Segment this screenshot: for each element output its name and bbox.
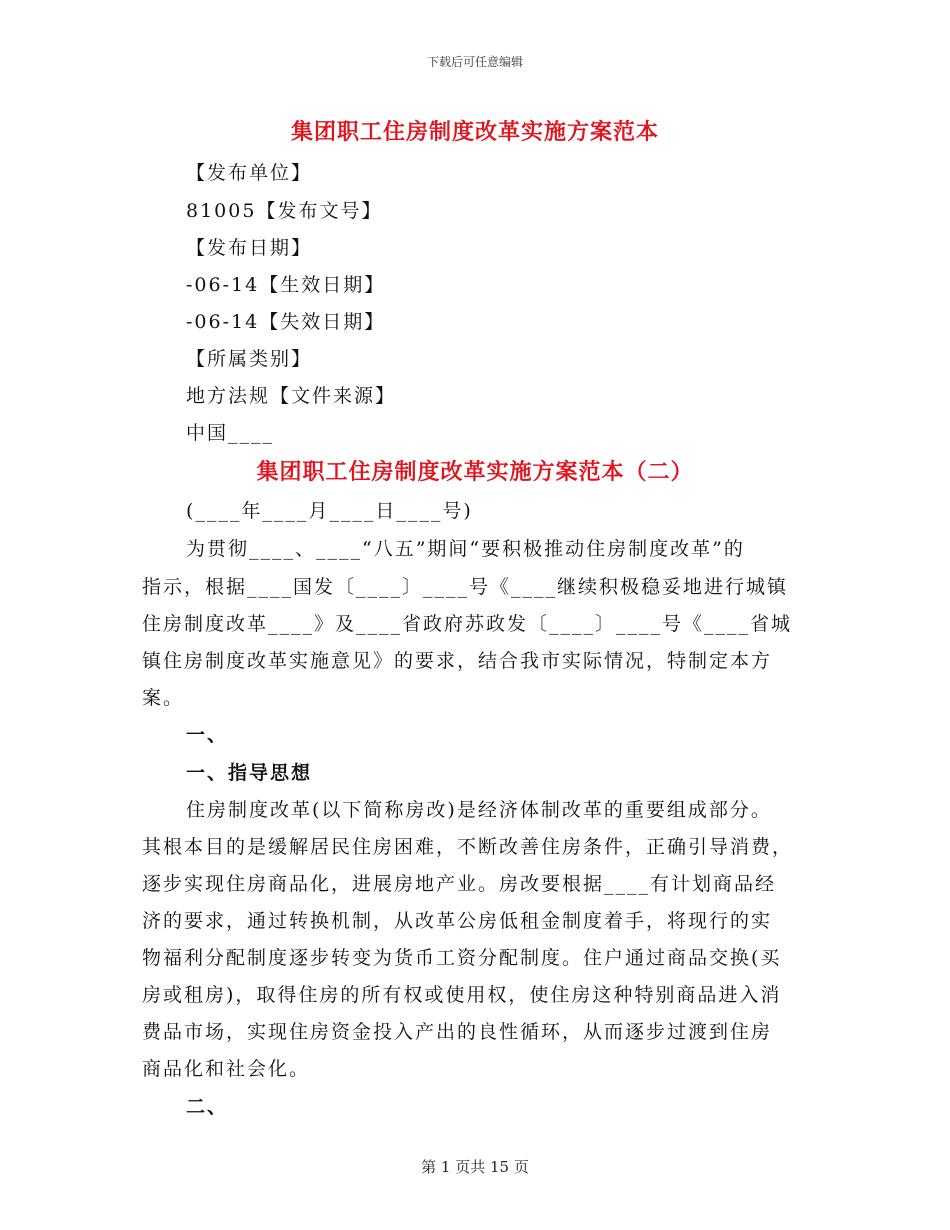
meta-source: 地方法规【文件来源】 [186, 385, 397, 407]
para1-line: 为贯彻____、____“八五”期间“要积极推动住房制度改革”的 [186, 538, 745, 560]
heading-guiding-ideology: 一、指导思想 [186, 762, 313, 784]
para2-line: 商品化和社会化。 [142, 1058, 311, 1080]
para1-line: 住房制度改革____》及____省政府苏政发〔____〕____号《____省城 [142, 613, 793, 635]
section-title: 集团职工住房制度改革实施方案范本（二） [256, 459, 694, 485]
section-number-two: 二、 [186, 1096, 229, 1118]
para1-line: 指示，根据____国发〔____〕____号《____继续积极稳妥地进行城镇 [142, 576, 789, 598]
meta-country: 中国____ [186, 422, 275, 444]
meta-expiry-date: -06-14【失效日期】 [186, 311, 386, 333]
page-footer: 第 1 页共 15 页 [421, 1158, 529, 1176]
meta-issuer: 【发布单位】 [186, 162, 313, 184]
meta-category: 【所属类别】 [186, 348, 313, 370]
section-number-one: 一、 [186, 724, 229, 746]
para2-line: 物福利分配制度逐步转变为货币工资分配制度。住户通过商品交换(买 [142, 947, 782, 969]
document-title: 集团职工住房制度改革实施方案范本 [290, 119, 659, 145]
download-note: 下载后可任意编辑 [426, 55, 523, 69]
meta-effective-date: -06-14【生效日期】 [186, 274, 386, 296]
para2-line: 济的要求，通过转换机制，从改革公房低租金制度着手，将现行的实 [142, 910, 773, 932]
para1-line: 案。 [142, 687, 185, 709]
para2-line: 其根本目的是缓解居民住房困难，不断改善住房条件，正确引导消费， [142, 836, 794, 858]
para2-line: 逐步实现住房商品化，进展房地产业。房改要根据____有计划商品经 [142, 873, 777, 895]
para2-line: 房或租房)，取得住房的所有权或使用权，使住房这种特别商品进入消 [142, 984, 782, 1006]
meta-doc-number: 81005【发布文号】 [186, 200, 383, 222]
meta-issue-date: 【发布日期】 [186, 237, 313, 259]
para2-line: 费品市场，实现住房资金投入产出的良性循环，从而逐步过渡到住房 [142, 1021, 773, 1043]
para2-line: 住房制度改革(以下简称房改)是经济体制改革的重要组成部分。 [186, 799, 772, 821]
para1-line: 镇住房制度改革实施意见》的要求，结合我市实际情况，特制定本方 [142, 650, 773, 672]
date-line: (____年____月____日____号) [186, 500, 473, 522]
